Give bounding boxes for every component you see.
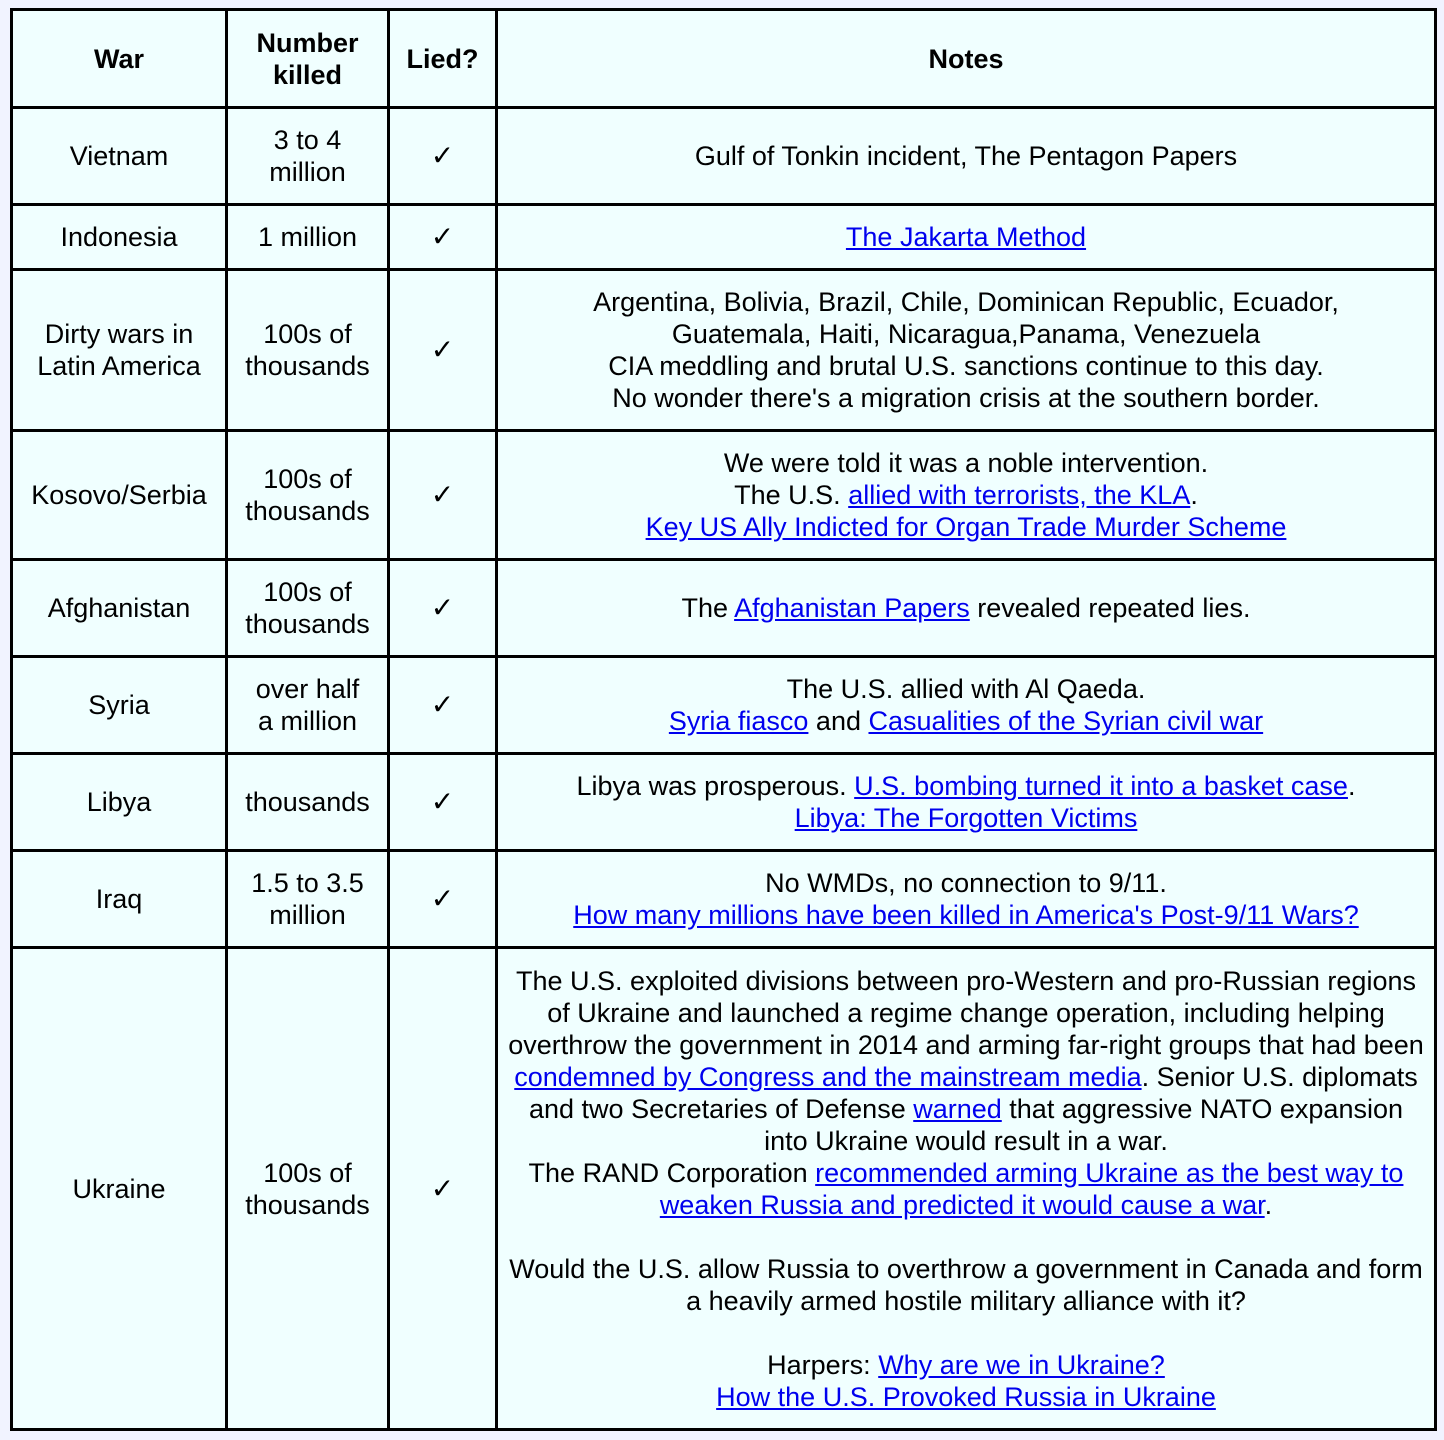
table-row-iraq	[12, 851, 1436, 948]
notes-cell: The Afghanistan Papers revealed repeated lies.	[497, 560, 1436, 657]
check-icon: ✓	[389, 948, 497, 1430]
syria-fiasco-link[interactable]: Syria fiasco	[668, 706, 809, 736]
table-row-vietnam	[12, 108, 1436, 205]
header-notes: Notes	[497, 10, 1436, 108]
table-row-indonesia	[12, 205, 1436, 270]
rand-link[interactable]: recommended arming Ukraine as the best way to weaken Russia and predicted it would cause a war	[659, 1157, 1404, 1220]
afghanistan-papers-link[interactable]: Afghanistan Papers	[734, 593, 970, 623]
syria-casualties-link[interactable]: Casualities of the Syrian civil war	[868, 706, 1264, 736]
warned-link[interactable]: warned	[913, 1093, 1002, 1124]
check-icon: ✓	[389, 851, 497, 948]
killed-cell: over half a million	[227, 657, 389, 754]
table-row-libya	[12, 754, 1436, 851]
table-row-ukraine	[12, 948, 1436, 1430]
killed-cell: 1.5 to 3.5 million	[227, 851, 389, 948]
provoked-russia-link[interactable]: How the U.S. Provoked Russia in Ukraine	[716, 1381, 1216, 1412]
table-row-afghanistan	[12, 560, 1436, 657]
kla-link[interactable]: allied with terrorists, the KLA	[848, 480, 1191, 510]
table-row-syria	[12, 657, 1436, 754]
libya-victims-link[interactable]: Libya: The Forgotten Victims	[794, 803, 1138, 833]
notes-cell: Argentina, Bolivia, Brazil, Chile, Dominican Republic, Ecuador, Guatemala, Haiti, Nicaragua,Panama, Venezuela CIA meddling and brutal U.S. sanctions continue to this day. No wonder there's a migration crisis at the southern border.	[497, 270, 1436, 431]
war-cell: Afghanistan	[12, 560, 227, 657]
check-icon: ✓	[389, 431, 497, 560]
harpers-link[interactable]: Why are we in Ukraine?	[878, 1349, 1165, 1380]
libya-bombing-link[interactable]: U.S. bombing turned it into a basket case	[854, 771, 1348, 801]
table-row-kosovo	[12, 431, 1436, 560]
notes-cell: The U.S. allied with Al Qaeda. Syria fiasco and Casualities of the Syrian civil war	[497, 657, 1436, 754]
header-row	[12, 10, 1436, 108]
notes-cell: No WMDs, no connection to 9/11. How many millions have been killed in America's Post-9/11 Wars?	[497, 851, 1436, 948]
check-icon: ✓	[389, 560, 497, 657]
condemned-link[interactable]: condemned by Congress and the mainstream media	[514, 1061, 1142, 1092]
war-cell: Ukraine	[12, 948, 227, 1430]
war-cell: Indonesia	[12, 205, 227, 270]
notes-cell: The U.S. exploited divisions between pro-Western and pro-Russian regions of Ukraine and launched a regime change operation, including helping overthrow the government in 2014 and arming far-right groups that had been condemned by Congress and the mainstream media. Senior U.S. diplomats and two Secretaries of Defense warned that aggressive NATO expansion into Ukraine would result in a war. The RAND Corporation recommended arming Ukraine as the best way to weaken Russia and predicted it would cause a war. Would the U.S. allow Russia to overthrow a government in Canada and form a heavily armed hostile military alliance with it? Harpers: Why are we in Ukraine? How the U.S. Provoked Russia in Ukraine	[497, 948, 1436, 1430]
notes-cell: Gulf of Tonkin incident, The Pentagon Papers	[497, 108, 1436, 205]
check-icon: ✓	[389, 657, 497, 754]
check-icon: ✓	[389, 270, 497, 431]
notes-cell: Libya was prosperous. U.S. bombing turned it into a basket case. Libya: The Forgotten Victims	[497, 754, 1436, 851]
killed-cell: 1 million	[227, 205, 389, 270]
killed-cell: 3 to 4 million	[227, 108, 389, 205]
check-icon: ✓	[389, 754, 497, 851]
war-cell: Libya	[12, 754, 227, 851]
header-lied: Lied?	[389, 10, 497, 108]
war-cell: Syria	[12, 657, 227, 754]
header-war: War	[12, 10, 227, 108]
war-cell: Iraq	[12, 851, 227, 948]
header-number-killed: Number killed	[227, 10, 389, 108]
check-icon: ✓	[389, 205, 497, 270]
war-cell: Vietnam	[12, 108, 227, 205]
post-911-wars-link[interactable]: How many millions have been killed in America's Post-9/11 Wars?	[573, 900, 1359, 930]
organ-trade-link[interactable]: Key US Ally Indicted for Organ Trade Murder Scheme	[645, 512, 1287, 542]
killed-cell: 100s of thousands	[227, 270, 389, 431]
killed-cell: 100s of thousands	[227, 431, 389, 560]
killed-cell: 100s of thousands	[227, 948, 389, 1430]
killed-cell: thousands	[227, 754, 389, 851]
check-icon: ✓	[389, 108, 497, 205]
wars-table	[10, 8, 1437, 1431]
killed-cell: 100s of thousands	[227, 560, 389, 657]
notes-cell: We were told it was a noble intervention. The U.S. allied with terrorists, the KLA. Key US Ally Indicted for Organ Trade Murder Scheme	[497, 431, 1436, 560]
war-cell: Dirty wars in Latin America	[12, 270, 227, 431]
table-row-latin-america	[12, 270, 1436, 431]
war-cell: Kosovo/Serbia	[12, 431, 227, 560]
notes-cell	[497, 205, 1436, 270]
jakarta-method-link[interactable]: The Jakarta Method	[845, 222, 1087, 252]
